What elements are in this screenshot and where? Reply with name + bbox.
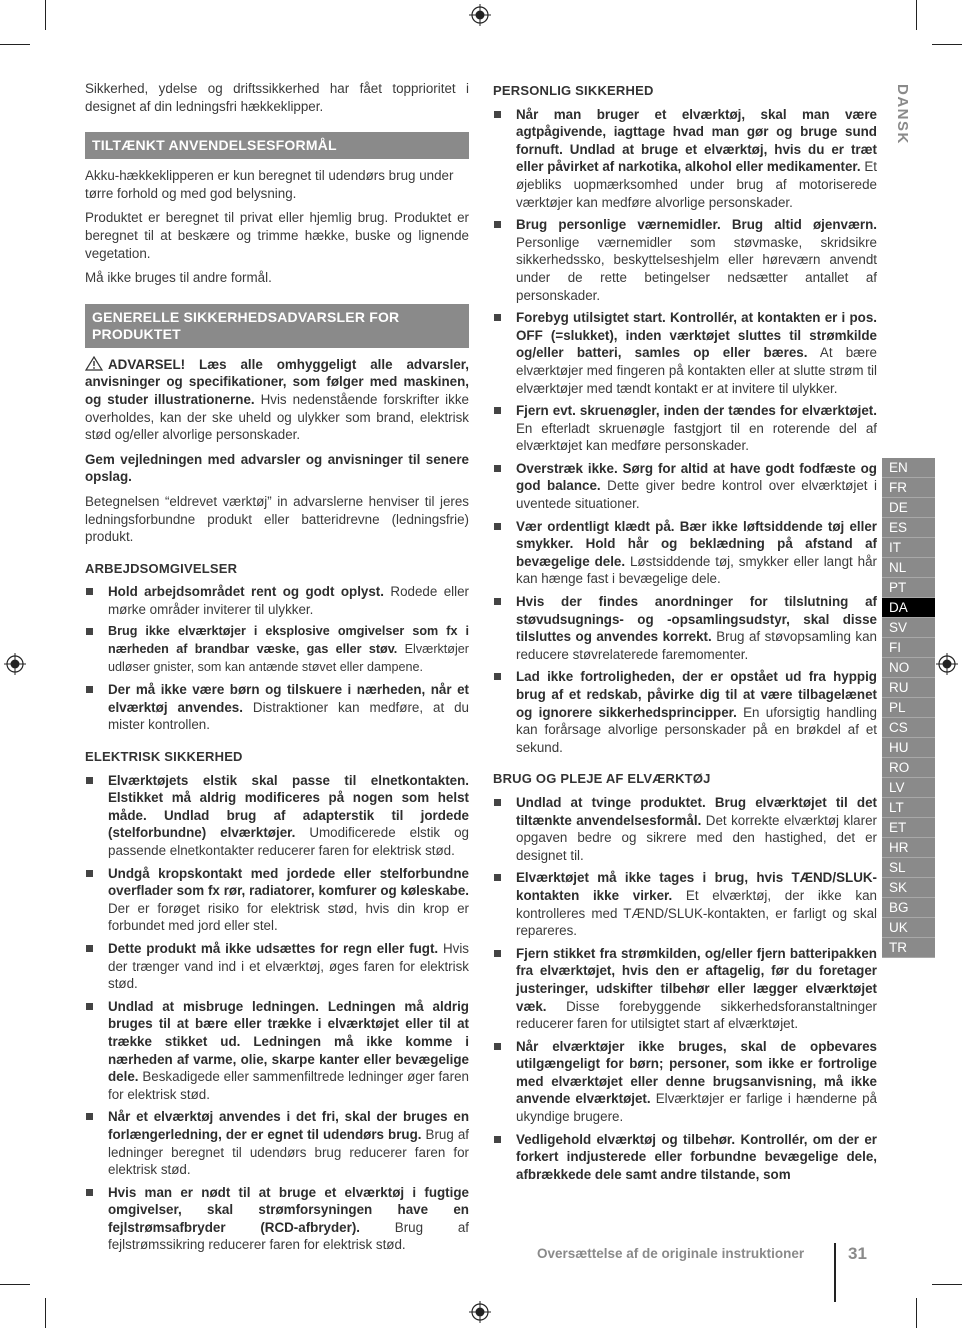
keep-instructions-bold: Gem vejledningen med advarsler og anvisninger til senere opslag.	[85, 451, 469, 485]
list-item-bold: Brug personlige værnemidler. Brug altid øjenværn.	[516, 217, 877, 233]
language-tab-nl[interactable]: NL	[882, 558, 935, 578]
language-tab-sl[interactable]: SL	[882, 858, 935, 878]
language-tab-uk[interactable]: UK	[882, 918, 935, 938]
list-item	[85, 1184, 469, 1254]
list-item-text: Disse forebyggende sikkerhedsforanstaltninger reducerer faren for utilsigtet start af elværktøjet.	[516, 998, 877, 1032]
list-item-bold: Undlad at tvinge produktet. Brug elværktøjet til det tiltænkte anvendelsesformål.	[516, 794, 877, 828]
intended-use-paragraph: Produktet er beregnet til privat eller hjemlig brug. Produktet er beregnet til at beskære og trimme hække, buske og lignende vegetation.	[85, 210, 469, 261]
list-item-text: Personlige værnemidler som støvmaske, skridsikre sikkerhedssko, beskyttelseshjelm eller høreværn anvendt under de rette betingelser nedsætter antallet af personskader.	[516, 234, 877, 303]
intended-use-paragraph: Akku-hækkeklipperen er kun beregnet til udendørs brug under tørre forhold og med god belysning.	[85, 168, 454, 201]
footer-translation-note: Oversættelse af de originale instruktioner	[537, 1246, 805, 1261]
list-item	[85, 623, 469, 676]
list-item-text: Rodede eller mørke områder inviterer til ulykker.	[108, 584, 469, 617]
crop-mark	[932, 44, 962, 45]
language-tab-pl[interactable]: PL	[882, 698, 935, 718]
language-tab-ru[interactable]: RU	[882, 678, 935, 698]
list-item	[493, 309, 877, 397]
list-item-bold: Hold arbejdsområdet rent og godt oplyst.	[108, 584, 384, 600]
list-item	[85, 583, 469, 618]
list-item	[493, 216, 877, 304]
list-item-bold: Undgå kropskontakt med jordede eller stelforbundne overflader som fx rør, radiatorer, komfurer og køleskabe.	[108, 865, 469, 899]
keep-instructions	[85, 451, 469, 486]
warning-paragraph	[85, 356, 469, 444]
language-tab-de[interactable]: DE	[882, 498, 935, 518]
list-item	[493, 794, 877, 864]
personal-safety-list	[493, 106, 877, 757]
crop-mark	[45, 0, 46, 30]
list-item-bold: Hvis man er nødt til at bruge et elværktøj i fugtige omgivelser, skal strømforsyningen have en fejlstrømsafbryder (RCD-afbryder).	[108, 1184, 469, 1235]
work-area-list	[85, 583, 469, 734]
subheading-work-area: ARBEJDSOMGIVELSER	[85, 560, 238, 576]
crop-mark	[45, 1298, 46, 1328]
list-item	[493, 593, 877, 663]
list-item-text: Et øjebliks uopmærksomhed under brug af motoriserede værktøjer kan medføre alvorlige personskader.	[516, 159, 878, 210]
language-tab-lv[interactable]: LV	[882, 778, 935, 798]
intro-paragraph: Sikkerhed, ydelse og driftssikkerhed har fået topprioritet i designet af din ledningsfri hækkeklipper.	[85, 81, 469, 114]
language-tab-list	[882, 458, 935, 958]
list-item-bold: Fjern evt. skruenøgler, inden der tændes for elværktøjet.	[516, 403, 877, 419]
list-item	[85, 681, 469, 734]
right-column	[493, 80, 877, 1188]
term-paragraph: Betegnelsen “eldrevet værktøj” in advarslerne henviser til jeres ledningsforbundne produkt eller batteridrevne (ledningsfrie) produkt.	[85, 493, 469, 545]
language-side-label	[889, 84, 913, 154]
list-item	[493, 106, 877, 212]
list-item-text: En uforsigtig handling kan forårsage alvorlige personskader på en brøkdel af et sekund.	[516, 704, 877, 755]
list-item-bold: Forebyg utilsigtet start. Kontrollér, at kontakten er i pos. OFF (=slukket), inden værktøjet sluttes til strømkilde og/eller batteri, samles op eller bæres.	[516, 310, 877, 361]
list-item	[493, 945, 877, 1033]
language-tab-et[interactable]: ET	[882, 818, 935, 838]
list-item-text: Dette giver bedre kontrol over elværktøjet i uventede situationer.	[516, 478, 877, 512]
language-tab-bg[interactable]: BG	[882, 898, 935, 918]
list-item	[493, 1131, 877, 1184]
list-item-bold: Brug ikke elværktøjer i eksplosive omgivelser som fx i nærheden af brandbar væske, gas eller støv.	[108, 624, 469, 657]
list-item-bold: Overstræk ikke. Sørg for altid at have godt fodfæste og god balance.	[516, 460, 877, 494]
list-item-text: Brug af ledninger beregnet til udendørs brug reducerer faren for elektrisk stød.	[108, 1126, 469, 1178]
crop-mark	[0, 1284, 30, 1285]
language-tab-fi[interactable]: FI	[882, 638, 935, 658]
list-item-bold: Når elværktøjer ikke bruges, skal de opbevares utilgængeligt for børn; personer, som ikke er fortrolige med elværktøjet eller denne brugsanvisning, må ikke anvende elværktøjet.	[516, 1038, 877, 1107]
list-item	[493, 668, 877, 756]
registration-mark-icon	[469, 1301, 491, 1323]
footer-divider	[834, 1243, 836, 1302]
left-column	[85, 80, 469, 1259]
list-item-text: En efterladt skruenøgle fastgjort til en roterende del af elværktøjet kan medføre personskader.	[516, 420, 877, 454]
list-item-bold: Vedligehold elværktøj og tilbehør. Kontrollér, om der er forkert indjusterede eller forbundne bevægelige dele, afbrækkede dele samt andre tilstande, som	[516, 1131, 877, 1182]
language-tab-da[interactable]: DA	[882, 598, 935, 618]
subheading-electrical-safety: ELEKTRISK SIKKERHED	[85, 749, 243, 765]
list-item-text: Der er forøget risiko for elektrisk stød, hvis din krop er forbundet med jord eller stel.	[108, 900, 469, 934]
list-item	[85, 772, 469, 860]
tool-care-list	[493, 794, 877, 1183]
list-item-bold: Der må ikke være børn og tilskuere i nærheden, når et elværktøj anvendes.	[108, 682, 469, 715]
warning-bold: ADVARSEL! Læs alle omhyggeligt alle advarsler, anvisninger og specifikationer, som følger med maskinen, og studer illustrationerne.	[85, 356, 469, 407]
list-item-bold: Når et elværktøj anvendes i det fri, skal der bruges en forlængerledning, der er egnet til udendørs brug.	[108, 1109, 469, 1142]
subheading-personal-safety: PERSONLIG SIKKERHED	[493, 83, 654, 98]
list-item	[85, 865, 469, 935]
list-item	[493, 1038, 877, 1126]
section-heading-safety-warnings: GENERELLE SIKKERHEDSADVARSLER FOR PRODUKTET	[85, 304, 469, 348]
list-item-text: At bære elværktøjer med fingeren på kontakten eller at slutte strøm til elværktøjer med tændt kontakt er at invitere til ulykker.	[516, 345, 877, 396]
list-item-bold: Vær ordentligt klædt på. Bær ikke løftsiddende tøj eller smykker. Hold hår og beklædning på afstand af bevægelige dele.	[516, 518, 877, 569]
registration-mark-icon	[469, 4, 491, 26]
list-item-text: Distraktioner kan medføre, at du mister kontrollen.	[108, 699, 469, 733]
list-item	[493, 518, 877, 588]
list-item	[85, 1108, 469, 1178]
language-tab-sv[interactable]: SV	[882, 618, 935, 638]
language-tab-hr[interactable]: HR	[882, 838, 935, 858]
language-tab-en[interactable]: EN	[882, 458, 935, 478]
language-tab-pt[interactable]: PT	[882, 578, 935, 598]
language-tab-hu[interactable]: HU	[882, 738, 935, 758]
crop-mark	[916, 0, 917, 30]
list-item	[493, 869, 877, 939]
language-tab-cs[interactable]: CS	[882, 718, 935, 738]
list-item-bold: Når man bruger et elværktøj, skal man være agtpågivende, iagttage hvad man gør og bruge sund fornuft. Undlad at bruge et elværktøj, hvis du er træt eller påvirket af narkotika, alkohol eller medikamenter.	[516, 106, 877, 175]
language-tab-tr[interactable]: TR	[882, 938, 935, 958]
language-tab-es[interactable]: ES	[882, 518, 935, 538]
list-item-bold: Hvis der findes anordninger for tilslutning af støvudsugnings- og -opsamlingsudstyr, skal disse tilsluttes og anvendes korrekt.	[516, 594, 877, 645]
warning-text: Hvis nedenstående forskrifter ikke overholdes, kan der ske uheld og ulykker som brand, elektrisk stød og/eller alvorlige personskader.	[85, 391, 469, 443]
language-tab-it[interactable]: IT	[882, 538, 935, 558]
list-item	[85, 940, 469, 993]
intended-use-paragraph: Må ikke bruges til andre formål.	[85, 270, 272, 286]
list-item-bold: Undlad at misbruge ledningen. Ledningen må aldrig bruges til at bære eller trække i elværktøjet eller til at trække stikket ud. Ledningen må ikke komme i nærheden af varme, olie, skarpe kanter eller bevægelige dele.	[108, 998, 469, 1085]
list-item-text: Elværktøjer er farlige i hænderne på ukyndige brugere.	[516, 1091, 878, 1125]
list-item-text: Umodificerede elstik og passende elnetkontakter reducerer faren for elektrisk stød.	[108, 825, 469, 858]
section-heading-intended-use: TILTÆNKT ANVENDELSESFORMÅL	[85, 132, 469, 159]
list-item-text: Det korrekte elværktøj klarer opgaven bedre og sikrere med den hastighed, det er designet til.	[516, 812, 877, 863]
registration-mark-icon	[936, 653, 958, 675]
list-item-bold: Fjern stikket fra strømkilden, og/eller fjern batteripakken fra elværktøjet, hvis den er aftagelig, før du foretager justeringer, udskifter tilbehør eller lægger elværktøjet væk.	[516, 945, 877, 1014]
language-side-label-text: DANSK	[894, 84, 911, 145]
registration-mark-icon	[4, 653, 26, 675]
language-tab-ro[interactable]: RO	[882, 758, 935, 778]
list-item-text: Brug af fejlstrømssikring reducerer faren for elektrisk stød.	[108, 1219, 469, 1253]
warning-triangle-icon	[85, 356, 103, 371]
list-item	[493, 460, 877, 513]
list-item-bold: Dette produkt må ikke udsættes for regn eller fugt.	[108, 940, 439, 956]
list-item-text: Beskadigede eller sammenfiltrede ledninger øger faren for elektrisk stød.	[108, 1069, 469, 1102]
crop-mark	[932, 1284, 962, 1285]
page-number: 31	[848, 1244, 867, 1263]
list-item-bold: Elværktøjets elstik skal passe til elnetkontakten. Elstikket må aldrig modificeres på nogen som helst måde. Undlad brug af adapterstik til jordede (stelforbundne) elværktøjer.	[108, 772, 469, 841]
list-item	[493, 402, 877, 455]
language-tab-fr[interactable]: FR	[882, 478, 935, 498]
list-item-text: Løstsiddende tøj, smykker eller langt hår kan hænge fast i bevægelige dele.	[516, 553, 877, 587]
crop-mark	[0, 44, 30, 45]
language-tab-sk[interactable]: SK	[882, 878, 935, 898]
language-tab-no[interactable]: NO	[882, 658, 935, 678]
list-item	[85, 998, 469, 1104]
list-item-text: Brug af støvopsamling kan reducere støvrelaterede faremomenter.	[516, 629, 877, 662]
list-item-text: Elværktøjer udløser gnister, som kan antænde støvet eller dampene.	[108, 642, 469, 674]
crop-mark	[916, 1298, 917, 1328]
language-tab-lt[interactable]: LT	[882, 798, 935, 818]
list-item-bold: Lad ikke fortroligheden, der er opstået ud fra hyppig brug af et redskab, påvirke dig til at være tilbagelænet og ignorere sikkerhedsprincipper.	[516, 669, 877, 720]
list-item-text: Et elværktøj, der ikke kan kontrolleres med TÆND/SLUK-kontakten, er farligt og skal repareres.	[516, 887, 877, 939]
electrical-safety-list	[85, 772, 469, 1254]
subheading-tool-care: BRUG OG PLEJE AF ELVÆRKTØJ	[493, 771, 711, 787]
list-item-text: Hvis der trænger vand ind i et elværktøj, øges faren for elektrisk stød.	[108, 940, 470, 992]
list-item-bold: Elværktøjet må ikke tages i brug, hvis TÆND/SLUK-kontakten ikke virker.	[516, 870, 877, 903]
